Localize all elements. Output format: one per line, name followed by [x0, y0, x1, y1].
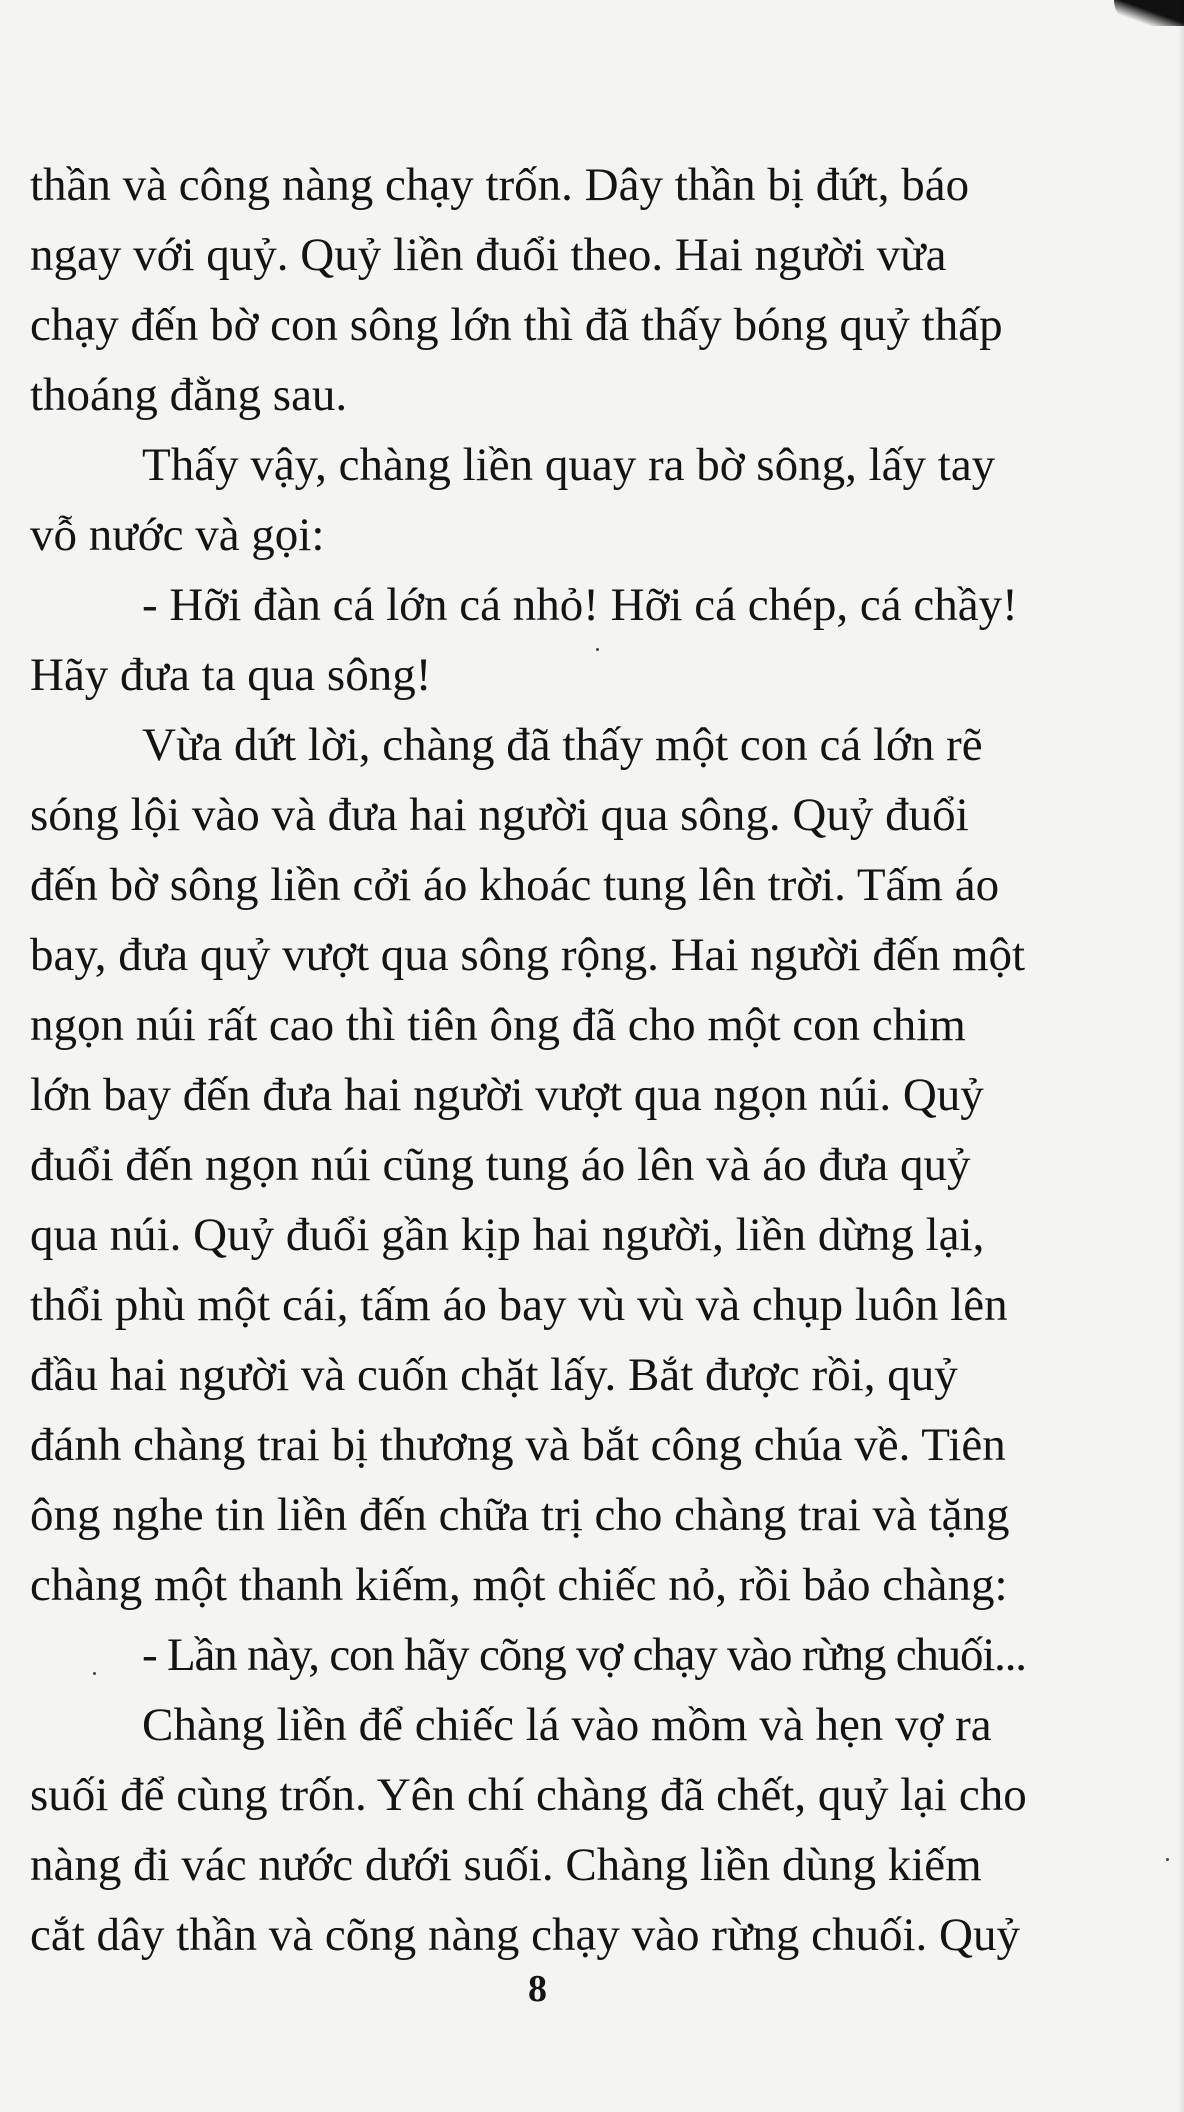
page-corner-shadow — [1114, 0, 1184, 26]
dialogue-line: - Lần này, con hãy cõng vợ chạy vào rừng chuối... — [142, 1629, 1026, 1681]
text-line: Hãy đưa ta qua sông! — [30, 649, 432, 701]
text-line: đánh chàng trai bị thương và bắt công chúa về. Tiên — [30, 1419, 1006, 1471]
text-line: thần và công nàng chạy trốn. Dây thần bị đứt, báo — [30, 159, 970, 211]
text-line: suối để cùng trốn. Yên chí chàng đã chết, quỷ lại cho — [30, 1769, 1027, 1821]
text-line: ông nghe tin liền đến chữa trị cho chàng trai và tặng — [30, 1489, 1010, 1541]
text-line: cắt dây thần và cõng nàng chạy vào rừng chuối. Quỷ — [30, 1909, 1020, 1961]
text-line: bay, đưa quỷ vượt qua sông rộng. Hai người đến một — [30, 929, 1026, 981]
text-line: ngọn núi rất cao thì tiên ông đã cho một con chim — [30, 999, 966, 1051]
text-line: vỗ nước và gọi: — [30, 509, 325, 561]
story-text — [30, 150, 1120, 1970]
paragraph-start-line: Chàng liền để chiếc lá vào mồm và hẹn vợ ra — [142, 1699, 992, 1751]
text-line: thổi phù một cái, tấm áo bay vù vù và chụp luôn lên — [30, 1279, 1008, 1331]
text-line: lớn bay đến đưa hai người vượt qua ngọn núi. Quỷ — [30, 1069, 984, 1121]
text-line: sóng lội vào và đưa hai người qua sông. Quỷ đuổi — [30, 789, 969, 841]
paper-speck — [596, 648, 599, 651]
paragraph-start-line: Vừa dứt lời, chàng đã thấy một con cá lớn rẽ — [142, 719, 983, 771]
text-line: ngay với quỷ. Quỷ liền đuổi theo. Hai người vừa — [30, 229, 947, 281]
text-line: chàng một thanh kiếm, một chiếc nỏ, rồi bảo chàng: — [30, 1559, 1008, 1611]
paper-speck — [93, 1672, 96, 1675]
text-line: chạy đến bờ con sông lớn thì đã thấy bóng quỷ thấp — [30, 299, 1003, 351]
text-line: đầu hai người và cuốn chặt lấy. Bắt được rồi, quỷ — [30, 1349, 958, 1401]
paragraph-start-line: Thấy vậy, chàng liền quay ra bờ sông, lấy tay — [142, 439, 996, 491]
text-line: thoáng đằng sau. — [30, 369, 348, 421]
text-line: đuổi đến ngọn núi cũng tung áo lên và áo đưa quỷ — [30, 1139, 971, 1191]
dialogue-line: - Hỡi đàn cá lớn cá nhỏ! Hỡi cá chép, cá chầy! — [142, 579, 1018, 631]
page-edge-shadow — [1178, 0, 1184, 2112]
text-line: qua núi. Quỷ đuổi gần kịp hai người, liền dừng lại, — [30, 1209, 985, 1261]
text-line: đến bờ sông liền cởi áo khoác tung lên trời. Tấm áo — [30, 859, 1000, 911]
paper-speck — [1166, 1858, 1169, 1861]
page-number: 8 — [528, 1968, 547, 2010]
text-line: nàng đi vác nước dưới suối. Chàng liền dùng kiếm — [30, 1839, 982, 1891]
